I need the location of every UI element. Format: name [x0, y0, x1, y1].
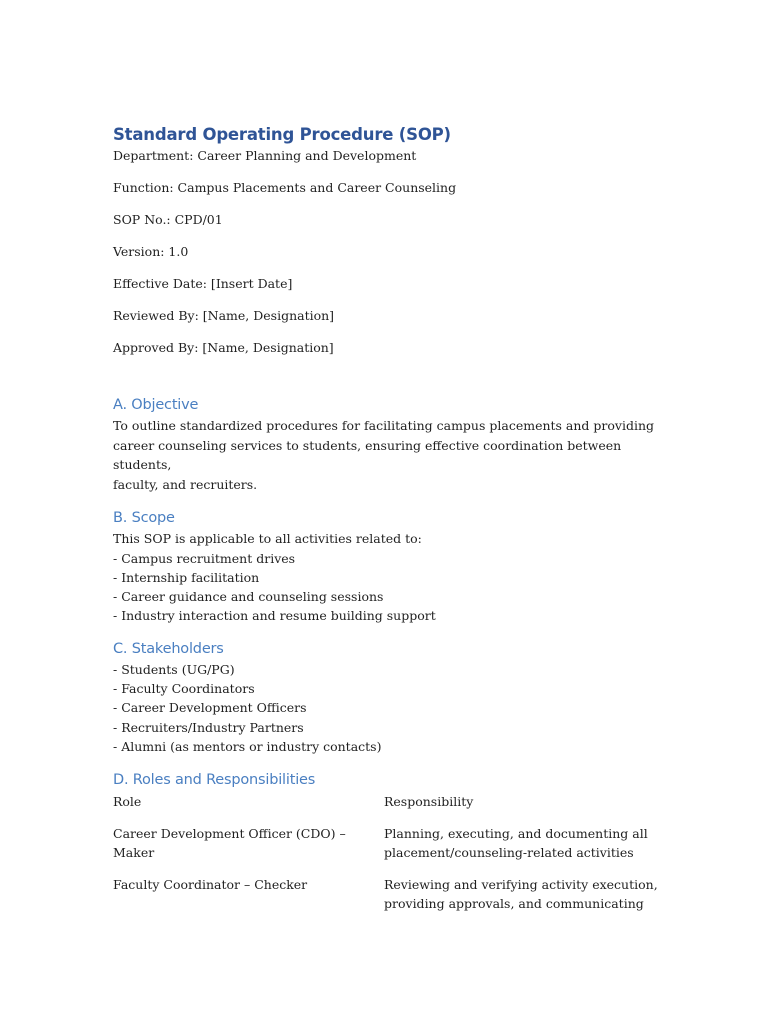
- responsibility-line: providing approvals, and communicating: [384, 896, 644, 912]
- responsibility-cell: [384, 875, 658, 914]
- objective-text: [113, 416, 658, 494]
- list-item: - Career Development Officers: [113, 700, 307, 716]
- responsibility-line: Reviewing and verifying activity execution,: [384, 876, 658, 892]
- table-row: [113, 824, 658, 863]
- list-item: - Industry interaction and resume building support: [113, 608, 436, 624]
- document-page: [113, 124, 658, 926]
- column-header-role: Role: [113, 794, 142, 810]
- list-item: - Alumni (as mentors or industry contacts): [113, 738, 382, 754]
- responsibility-line: Planning, executing, and documenting all: [384, 825, 648, 841]
- list-item: - Recruiters/Industry Partners: [113, 719, 304, 735]
- objective-line: To outline standardized procedures for facilitating campus placements and providing: [113, 418, 655, 433]
- document-meta: [113, 147, 658, 357]
- section-stakeholders: [113, 639, 658, 756]
- list-item: - Students (UG/PG): [113, 661, 235, 677]
- scope-intro: This SOP is applicable to all activities related to:: [113, 531, 422, 546]
- meta-effective-date: Effective Date: [Insert Date]: [113, 276, 293, 291]
- objective-line: faculty, and recruiters.: [113, 476, 258, 492]
- section-objective: [113, 395, 658, 494]
- table-row: [113, 875, 658, 914]
- scope-list: [113, 549, 658, 626]
- list-item: - Campus recruitment drives: [113, 550, 296, 566]
- meta-department: Department: Career Planning and Development: [113, 148, 417, 163]
- meta-approved-by: Approved By: [Name, Designation]: [113, 340, 334, 355]
- objective-heading: A. Objective: [113, 397, 199, 413]
- role-cell: Career Development Officer (CDO) – Maker: [113, 825, 346, 861]
- list-item: - Career guidance and counseling sessions: [113, 589, 384, 605]
- table-header-row: [113, 792, 658, 812]
- stakeholders-list: [113, 660, 658, 756]
- role-cell: Faculty Coordinator – Checker: [113, 876, 308, 892]
- meta-sop-number: SOP No.: CPD/01: [113, 212, 223, 227]
- scope-heading: B. Scope: [113, 510, 175, 526]
- document-title: Standard Operating Procedure (SOP): [113, 125, 451, 144]
- stakeholders-heading: C. Stakeholders: [113, 640, 224, 657]
- meta-version: Version: 1.0: [113, 244, 189, 259]
- section-roles: [113, 770, 658, 914]
- responsibility-cell: [384, 824, 658, 863]
- meta-reviewed-by: Reviewed By: [Name, Designation]: [113, 308, 335, 323]
- roles-table: [113, 792, 658, 914]
- column-header-responsibility: Responsibility: [384, 794, 474, 810]
- section-scope: [113, 508, 658, 626]
- roles-heading: D. Roles and Responsibilities: [113, 772, 316, 789]
- list-item: - Faculty Coordinators: [113, 680, 255, 696]
- objective-line: career counseling services to students, ensuring effective coordination between students,: [113, 437, 622, 472]
- list-item: - Internship facilitation: [113, 569, 260, 585]
- meta-function: Function: Campus Placements and Career Counseling: [113, 180, 457, 195]
- responsibility-line: placement/counseling-related activities: [384, 845, 634, 861]
